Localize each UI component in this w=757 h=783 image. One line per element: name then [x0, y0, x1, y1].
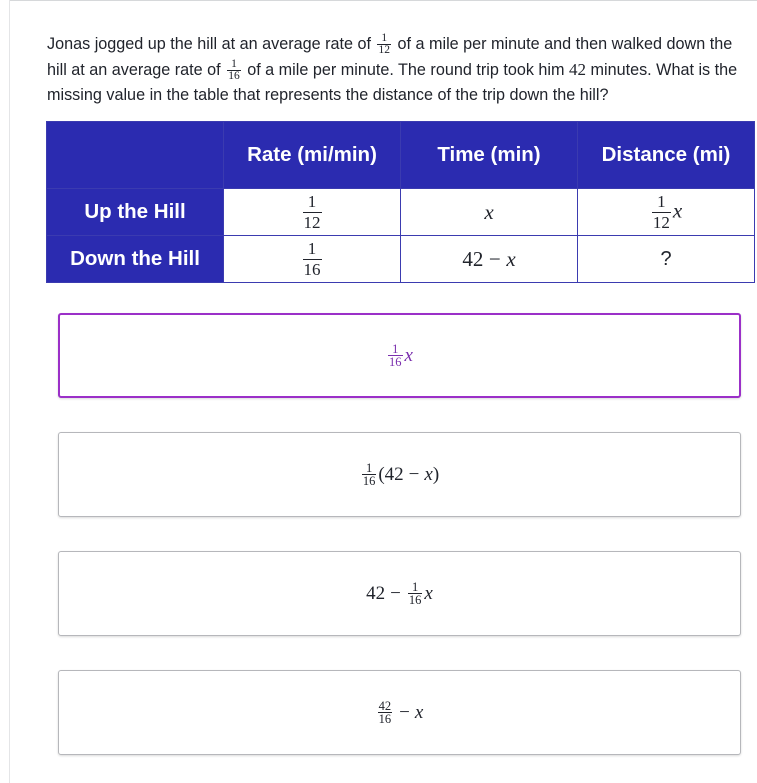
up-distance-cell: $\frac{1}{12}$ x [578, 189, 755, 236]
total-minutes: 42 [569, 60, 586, 79]
question-text [47, 32, 755, 108]
rate-down-fraction: $\frac{1}{16}$ [228, 57, 240, 83]
down-distance-cell [578, 236, 755, 283]
missing-value: ? [660, 247, 672, 270]
up-rate-fraction: $\frac{1}{12}$ [303, 192, 321, 232]
table-header-row [47, 122, 755, 189]
rate-time-distance-table [46, 121, 755, 283]
question-part-2: of a mile per minute and then walked down the hill at an average rate of [47, 35, 733, 79]
up-rate-cell [224, 189, 401, 236]
rate-up-fraction: $\frac{1}{12}$ [378, 31, 390, 57]
up-distance-fraction: $\frac{1}{12}$ [652, 192, 670, 232]
choice-a-fraction: $\frac{1}{16}$ [389, 341, 402, 369]
top-border [9, 0, 757, 5]
header-distance: Distance (mi) [578, 122, 755, 189]
question-part-4: minutes. What is the missing value in the table that represents the distance of the trip down the hill? [47, 61, 738, 104]
question-part-1: Jonas jogged up the hill at an average rate of [47, 35, 371, 53]
down-time-cell: 42 − x [401, 236, 578, 283]
row-label-down: Down the Hill [47, 236, 224, 283]
table-row-down [47, 236, 755, 283]
left-border [9, 0, 10, 783]
table-row-up [47, 189, 755, 236]
choice-d[interactable]: $\frac{42}{16}$ − x [58, 670, 741, 755]
choice-b-fraction: $\frac{1}{16}$ [362, 460, 376, 488]
choice-d-fraction: $\frac{42}{16}$ [378, 698, 392, 726]
row-label-up: Up the Hill [47, 189, 224, 236]
header-rate: Rate (mi/min) [224, 122, 401, 189]
question-part-3: of a mile per minute. The round trip took him [247, 61, 565, 79]
choice-c[interactable]: 42 − $\frac{1}{16}$ x [58, 551, 741, 636]
down-rate-fraction: $\frac{1}{16}$ [303, 239, 321, 279]
header-time: Time (min) [401, 122, 578, 189]
choice-a[interactable]: $\frac{1}{16}$ x [58, 313, 741, 398]
choice-b[interactable]: $\frac{1}{16}$ (42 − x ) [58, 432, 741, 517]
header-blank [47, 122, 224, 189]
choice-c-fraction: $\frac{1}{16}$ [408, 579, 422, 607]
down-rate-cell [224, 236, 401, 283]
up-time-cell: x [401, 189, 578, 236]
